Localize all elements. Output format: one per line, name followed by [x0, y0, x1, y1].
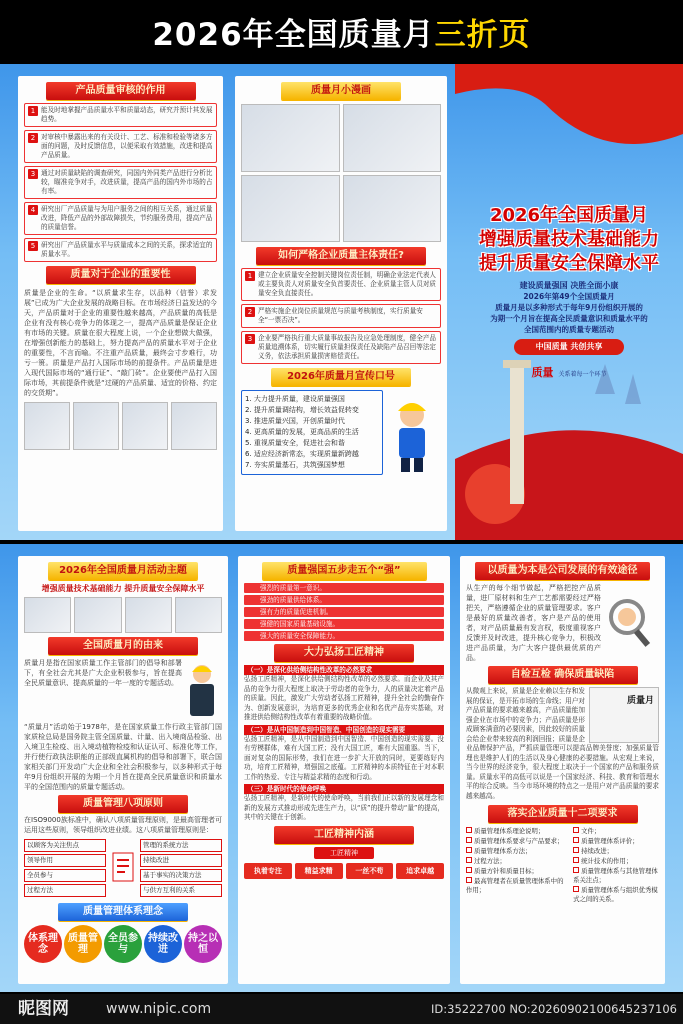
system-circle: 持续改进: [144, 925, 182, 963]
cover-line-4: 为期一个月旨在提高全民质量意识和质量水平的: [490, 314, 648, 323]
audit-item: [24, 202, 217, 235]
engineer-figure: [182, 658, 222, 722]
craftsman-text-3: 弘扬工匠精神，是新时代的使命呼唤，当前我们正以新的发展理念和新的发展方式推动形成先进生产力，以“质”的提升带动“量”的提高，其中的关键在于创新。: [244, 794, 444, 821]
requirement-text: 质量管理体系与其他管理体系关注点；: [573, 867, 658, 884]
theme-text: 增强质量技术基础能力 提升质量安全保障水平: [41, 584, 205, 593]
audit-item-number: 1: [28, 106, 38, 116]
cover-subtitle: 建设质量强国 决胜全面小康: [519, 281, 619, 290]
system-circle: 持之以恒: [184, 925, 222, 963]
header-title-highlight: 三折页: [434, 16, 531, 53]
audit-item-number: 3: [28, 169, 38, 179]
theme-photo-4: [175, 597, 222, 633]
responsibility-item-number: 2: [245, 307, 255, 317]
principles-left: [24, 837, 106, 899]
photo-strip: [24, 402, 217, 450]
cover-title-3: 提升质量安全保障水平: [479, 253, 659, 274]
requirements-list: [466, 826, 659, 905]
slogan-text: 适应经济新常态，实现质量新跨越: [253, 450, 359, 458]
slogan-text: 更高质量的发展，更高品质的生活: [253, 428, 359, 436]
requirement-item: [573, 837, 659, 846]
worker-figure: [383, 390, 441, 475]
section-title-five-steps: [262, 562, 427, 580]
principles-diagram: [24, 837, 222, 899]
requirements-left: [466, 826, 569, 905]
inspection-block: [466, 687, 659, 801]
responsibility-list: [241, 268, 441, 364]
slogan-number: 2.: [245, 406, 254, 414]
theme-photo-3: [125, 597, 172, 633]
principles-intro: 在ISO9000族标准中，确认八项质量管理原则，是最高管理者可运用这些原则，领导组织改进业绩。这八项质量管理原则是：: [24, 816, 222, 834]
principle-item: 与供方互利的关系: [140, 884, 222, 897]
slogan-item: [245, 405, 379, 416]
checkbox-icon: [573, 867, 579, 873]
audit-item-text: 通过对质量缺陷的调查研究，同国内外同类产品进行分析比较，瞄准竞争对手，改进质量，提高产品的国内外市场的占有率。: [41, 169, 213, 195]
responsibility-item: [241, 331, 441, 364]
section-title-theme: 2026年全国质量月活动主题: [48, 562, 198, 580]
photo-4: [171, 402, 217, 450]
section-title-origin: 全国质量月的由来: [48, 637, 198, 655]
responsibility-item-number: 1: [245, 271, 255, 281]
section-title-inspection: 自检互检 确保质量缺陷: [488, 666, 638, 684]
audit-item-text: 研究出厂产品质量与为用户服务之间的相互关系，通过质量改进，降低产品的外部故障损失，节约服务费用，提高产品的质量信誉。: [41, 205, 213, 231]
slogan-block: [241, 390, 441, 475]
audit-item-text: 能及时地掌握产品质量水平和质量动态，研究并预计其发展趋势。: [41, 106, 213, 123]
watermark-bar: [0, 994, 683, 1024]
requirement-item: [573, 867, 659, 885]
requirement-item: [573, 827, 659, 836]
connotation-item: 执着专注: [244, 863, 292, 879]
audit-item: [24, 130, 217, 163]
company-block: [466, 583, 659, 663]
craftsman-text-2: 弘扬工匠精神，是从中国制造到中国智造、中国创造的现实需要。没有劳模群体，难有大国工匠；没有大国工匠，难有大国重器。当下，面对复杂的国际形势，我们在进一步扩大开放的同时，更要练好内功，培育工匠精神，增强国之底蕴。工匠精神的本质特征在于对本职工作的热爱、专注与精益求精的态度和行动。: [244, 734, 444, 781]
slogan-number: 4.: [245, 428, 254, 436]
audit-item: [24, 103, 217, 127]
theme-photos: [24, 597, 222, 633]
cartoon-3: [241, 175, 340, 243]
watermark-id: ID:35222700 NO:20260902100645237106: [431, 1002, 677, 1016]
cover-text: [455, 204, 683, 380]
checkbox-icon: [466, 837, 472, 843]
five-item: 强劲的质量供给体系。: [244, 595, 444, 605]
checkbox-icon: [466, 867, 472, 873]
section-title-company: 以质量为本是公司发展的有效途径: [475, 562, 650, 580]
requirement-text: 质量管理体系要求与产品要求；: [474, 837, 564, 845]
requirement-item: [573, 886, 659, 904]
section-title-cartoon: 质量月小漫画: [281, 82, 401, 100]
engineer-icon: [182, 658, 222, 718]
craftsman-sub-1: （一）是深化供给侧结构性改革的必然要求: [244, 665, 444, 675]
slogan-item: [245, 438, 379, 449]
origin-text-2: “质量月”活动始于1978年，是在国家质量工作行政主管部门国家质检总局是国务院主管全国质量、计量、出入境商品检验、出入境卫生检疫、出入境动植物检疫和认证认可、标准化等工作，并行使行政执法职能的正部级直属机构的倡导和部署下，联合国家相关部门开发动广大企业和全社会积极参与，以多种形式于每年9月份组织开展的为期一个月旨在提高全民质量意识和质量水平的全国范围内的质量专题活动。: [24, 723, 222, 791]
checkbox-icon: [466, 857, 472, 863]
checkbox-icon: [573, 886, 579, 892]
cover-title-1: 2026年全国质量月: [489, 205, 649, 226]
responsibility-item: [241, 304, 441, 328]
panel-theme: [18, 556, 228, 984]
panel-audit: [18, 76, 223, 531]
connotation-label: 工匠精神: [314, 847, 374, 859]
craftsman-sub-2: （二）是从中国制造到中国智造、中国创造的现实需要: [244, 725, 444, 735]
section-title-importance: 质量对于企业的重要性: [46, 266, 196, 284]
principles-right: [140, 837, 222, 899]
principle-item: 过程方法: [24, 884, 106, 897]
connotation-list: [244, 863, 444, 879]
photo-3: [122, 402, 168, 450]
five-list: [244, 583, 444, 641]
principle-item: 基于事实的决策方法: [140, 869, 222, 882]
section-title-responsibility: 如何严格企业质量主体责任?: [256, 247, 426, 265]
origin-block: [24, 658, 222, 722]
slogan-item: [245, 449, 379, 460]
watermark-logo: 昵图网: [18, 999, 69, 1019]
slogan-number: 6.: [245, 450, 254, 458]
audit-item-text: 研究出厂产品质量水平与质量成本之间的关系，探求适宜的质量水平。: [41, 241, 213, 258]
slogan-list: [241, 390, 383, 475]
five-item: 强大的质量安全保障能力。: [244, 631, 444, 641]
slogan-number: 1.: [245, 395, 254, 403]
brand-sub: 关系着每一个环节: [558, 371, 607, 378]
slogan-text: 推进质量兴国，开创质量时代: [253, 417, 345, 425]
document-icon: [110, 851, 136, 885]
system-circles: [24, 925, 222, 963]
audit-item-number: 4: [28, 205, 38, 215]
section-title-craftsman: 大力弘扬工匠精神: [274, 644, 414, 662]
audit-item: [24, 238, 217, 262]
requirement-item: [466, 867, 569, 876]
importance-text: 质量是企业的生命。“以质量求生存，以品种（信誉）求发展”已成为广大企业发展的战略目标。在市场经济日益发达的今天，产品质量对于企业的重要性越来越高，产品质量的高低是企业有没有核心竞争力的体现之一，提高产品质量是保证企业有市场的关键。质量在很大程度上说，一个企业想做大做强，在增强创新能力的基础上，努力提高产品的质量水平对于企业的重要性，不言而喻。不注重产品质量，最终会寸步难行，功亏一篑。质量是产品打入国际市场的前提条件。产品质量是进入现代国际市场的“通行证”、“敲门砖”。企业要使产品打入国际市场，其前提条件就是“过硬的产品质量、适宜的价格、约定的交货期”。: [24, 289, 217, 397]
worker-icon: [387, 393, 437, 473]
brochure-outside: [0, 64, 683, 540]
cartoon-grid: [241, 104, 441, 242]
slogan-item: [245, 427, 379, 438]
requirement-text: 文件；: [581, 827, 601, 835]
theme-photo-1: [24, 597, 71, 633]
requirement-text: 质量管理体系与组织优秀模式之间的关系。: [573, 886, 658, 903]
checkbox-icon: [573, 857, 579, 863]
slogan-text: 重视质量安全，促进社会和谐: [253, 439, 345, 447]
quality-card: [589, 687, 659, 743]
audit-item-text: 对审核中暴露出来的有关设计、工艺、标准和检验等诸多方面的问题，及时反馈信息，以便采取有效措施，改进和提高产品质量。: [41, 133, 213, 159]
requirement-text: 统计技术的作用；: [581, 857, 633, 865]
brand-name: 质量: [531, 366, 554, 379]
five-steps-tail: 五个“强”: [357, 565, 401, 576]
requirement-item: [466, 827, 569, 836]
checkbox-icon: [466, 827, 472, 833]
requirement-item: [466, 837, 569, 846]
header-title: 2026年全国质量月: [152, 16, 435, 53]
requirement-text: 过程方法；: [474, 857, 506, 865]
system-circle: 全员参与: [104, 925, 142, 963]
checkbox-icon: [466, 847, 472, 853]
slogan-number: 3.: [245, 417, 254, 425]
quality-card-label: 质量月: [626, 696, 654, 706]
requirement-text: 质量管理体系理论说明；: [474, 827, 545, 835]
requirement-item: [573, 857, 659, 866]
inspection-text: 从微观上来说，质量是企业赖以生存和发展的保证，是开拓市场的生命线；用户对产品质量的要求越来越高，产品质量能加强企业在市场中的竞争力；产品质量是形成顾客满意的必要因素，因此较好的质量会给企业带来较高的利润回报；质量是企业品牌保护产品，严抓质量管理可以提高品牌美誉度；加强质量管理也是维护人们的生活以及身心健康的必要措施。从宏观上来说，当今世界的经济竞争，很大程度上取决于一个国家的产品和服务质量。质量水平的高低可以说是一个国家经济、科技、教育和管理水平的综合反映。当今市场环境的特点之一是用户对产品质量的要求越来越高。: [466, 687, 659, 800]
responsibility-item-number: 3: [245, 334, 255, 344]
checkbox-icon: [573, 837, 579, 843]
system-circle: 体系理念: [24, 925, 62, 963]
connotation-item: 精益求精: [295, 863, 343, 879]
requirement-text: 持续改进；: [581, 847, 614, 855]
cover-ribbon: 中国质量 共创共享: [514, 339, 624, 355]
cover-title-2: 增强质量技术基础能力: [479, 229, 659, 250]
cartoon-4: [343, 175, 442, 243]
audit-item-number: 2: [28, 133, 38, 143]
cover-line-5: 全国范围内的质量专题活动: [524, 325, 614, 334]
origin-text-1: 质量月是指在国家质量工作主管部门的倡导和部署下，有全社会尤其是广大企业积极参与，旨在提高全民质量意识、提高质量的一年一度的专题活动。: [24, 659, 182, 687]
requirement-item: [466, 877, 569, 895]
checkbox-icon: [466, 877, 472, 883]
responsibility-item: [241, 268, 441, 301]
slogan-item: [245, 416, 379, 427]
theme-photo-2: [74, 597, 121, 633]
responsibility-item-text: 企业要严格执行重大质量事故报告及应急处理制度，健全产品质量追溯体系，切实履行质量担保责任及缺陷产品召回等法定义务，依法承担质量损害赔偿责任。: [258, 334, 437, 360]
checkbox-icon: [573, 847, 579, 853]
craftsman-text-1: 弘扬工匠精神，是深化供给侧结构性改革的必然要求。而企业及其产品的竞争力很大程度上取决于劳动者的竞争力，人的质量决定着产品的质量。因此，激发广大劳动者弘扬工匠精神，提升全社会的勤奋作为、创新发展意识，为培育更多的优秀企业和名优产品夯实基础，对推进供给侧结构性改革有着重要的战略价值。: [244, 675, 444, 721]
connotation-item: 追求卓越: [396, 863, 444, 879]
craftsman-sub-3: （三）是新时代的使命呼唤: [244, 784, 444, 794]
slogan-item: [245, 460, 379, 471]
section-title-principles: 质量管理八项原则: [58, 795, 188, 813]
connotation-item: 一丝不苟: [346, 863, 394, 879]
panel-cover: [455, 64, 683, 540]
requirement-item: [573, 847, 659, 856]
audit-item: [24, 166, 217, 199]
section-title-connotation: 工匠精神内涵: [274, 826, 414, 844]
slogan-text: 夯实质量基石，共筑强国梦想: [253, 461, 345, 469]
panel-company: [460, 556, 665, 984]
five-item: 强烈的质量第一意识。: [244, 583, 444, 593]
five-item: 强有力的质量促进机制。: [244, 607, 444, 617]
cover-line-2: 2026年第49个全国质量月: [523, 292, 615, 301]
watermark-url: www.nipic.com: [106, 1001, 212, 1017]
requirement-text: 质量管理体系方法；: [474, 847, 532, 855]
section-title-audit: 产品质量审核的作用: [46, 82, 196, 100]
principle-item: 全员参与: [24, 869, 106, 882]
brand-mark: [455, 361, 683, 380]
responsibility-item-text: 建立企业质量安全控制关键岗位责任制，明确企业法定代表人或主要负责人对质量安全负首要责任、企业质量主管人员对质量安全负直接责任。: [258, 271, 437, 297]
principle-item: 管理的系统方法: [140, 839, 222, 852]
requirement-text: 最高管理者在质量管理体系中的作用；: [466, 877, 564, 894]
slogan-text: 大力提升质量，建设质量强国: [253, 395, 345, 403]
company-text: 从生产的每个细节做起，严格把控产品质量，进厂原材料和生产工艺都需要经过严格把关，严格遵循企业的质量管理要求。客户是最好的质量改善者，客户是产品的使用者，对产品质量最有发言权，极度重视客户反馈并及时改进，提升核心竞争力，积极改进产品质量，为广大客户提供最优质的产品。: [466, 584, 601, 662]
five-steps-title: 质量强国五步走: [287, 565, 358, 576]
principle-item: 领导作用: [24, 854, 106, 867]
magnifier-icon: [605, 593, 655, 653]
requirement-item: [466, 857, 569, 866]
principle-item: 以顾客为关注焦点: [24, 839, 106, 852]
slogan-number: 5.: [245, 439, 254, 447]
panel-craftsman: [238, 556, 450, 984]
page-header: [0, 0, 683, 62]
audit-item-number: 5: [28, 241, 38, 251]
slogan-text: 提升质量调结构，增长效益促转变: [253, 406, 359, 414]
requirement-item: [466, 847, 569, 856]
requirement-text: 质量方针和质量目标；: [474, 867, 538, 875]
five-item: 强健的国家质量基础设施。: [244, 619, 444, 629]
section-title-system: 质量管理体系理念: [58, 903, 188, 921]
requirements-right: [573, 826, 659, 905]
cover-line-3: 质量月是以多种形式于每年9月份组织开展的: [495, 303, 643, 312]
photo-1: [24, 402, 70, 450]
photo-2: [73, 402, 119, 450]
responsibility-item-text: 严格实施企业岗位质量规范与质量考核制度，实行质量安全“一票否决”。: [258, 307, 423, 324]
slogan-item: [245, 394, 379, 405]
magnifier-figure: [601, 583, 659, 663]
section-title-requirements: 落实企业质量十二项要求: [488, 805, 638, 823]
audit-list: [24, 103, 217, 262]
requirement-text: 质量管理体系评价；: [581, 837, 639, 845]
system-circle: 质量管理: [64, 925, 102, 963]
checkbox-icon: [573, 827, 579, 833]
brochure-inside: [0, 544, 683, 992]
cartoon-1: [241, 104, 340, 172]
panel-cartoon: [235, 76, 447, 531]
cartoon-2: [343, 104, 442, 172]
slogan-number: 7.: [245, 461, 254, 469]
section-title-slogans: 2026年质量月宣传口号: [271, 368, 411, 386]
principle-item: 持续改进: [140, 854, 222, 867]
